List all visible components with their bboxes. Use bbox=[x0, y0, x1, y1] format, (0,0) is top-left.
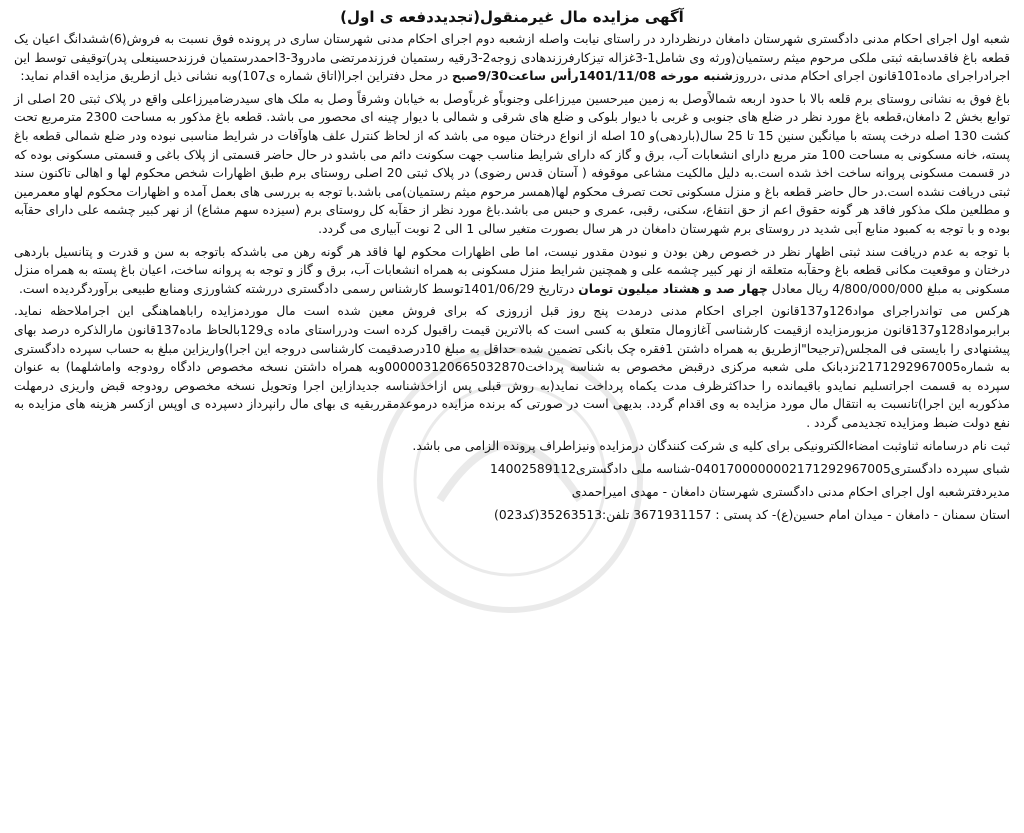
valuation-text: با توجه به عدم دریافت سند ثبتی اظهار نظر در خصوص رهن بودن و نبودن مقدور نیست، اما طی اظهارات محکوم لها فاقد هر گونه رهن می باشدکه باتوجه به سن و قدرت و پتانسیل باردهی درختان و موقعیت مکانی قطعه باغ وحقآبه متعلقه از نهر کبیر چشمه علی و همچنین شرایط منزل مسکونی به همراه انشعابات آب، برق و گاز و توجه به پروانه ساخت، اعیان باغ پسته به همراه منزل مسکونی به مبلغ 4/800/000/000 ریال معادل bbox=[14, 244, 1010, 296]
intro-text: شعبه اول اجرای احکام مدنی دادگستری شهرستان دامغان درنظردارد در راستای نیابت واصله ازشعبه دوم اجرای احکام مدنی شهرستان ساری در پرونده فوق نسبت به فروش(6)ششدانگ اعیان یک قطعه باغ فاقدسابقه ثبتی ملکی مرحوم میثم رستمیان(ورثه وی شامل1-3غزاله تیزکارفرزندهادی زوجه2-3رقیه رستمیان فرزندمرتضی مادرو3-3احمدرستمیان فرزندحسینعلی پدر)توقیفی توسط این اجرادراجرای ماده101قانون اجرای احکام مدنی ،درروز bbox=[14, 32, 1010, 84]
registration-note: ثبت نام درسامانه ثناوثبت امضاءالکترونیکی برای کلیه ی شرکت کنندگان درمزایده ونیزاطراف پرونده الزامی می باشد. bbox=[412, 439, 1010, 454]
intro-location-text: در محل دفتراین اجرا(اتاق شماره ی107)وبه نشانی ذیل ازطریق مزایده اقدام نماید: bbox=[20, 69, 452, 84]
auction-datetime: شنبه مورخه 1401/11/08رأس ساعت9/30صبح bbox=[451, 69, 733, 84]
valuation-date-text: درتاریخ 1401/06/29توسط کارشناس رسمی دادگستری دررشته کشاورزی ومنابع طبیعی برآوردگردیده است. bbox=[19, 281, 579, 296]
intro-paragraph bbox=[14, 30, 1010, 86]
valuation-paragraph bbox=[14, 243, 1010, 299]
conditions-paragraph: هرکس می تواندراجرای مواد126و137قانون اجرای احکام مدنی درمدت پنج روز قبل ازروزی که برای فروش معین شده است مال موردمزایده راباهماهنگی این اجراملاحظه نماید. برابرمواد128و137قانون مزبورمزایده ازقیمت کارشناسی آغازومال متعلق به کسی است که بالاترین قیمت راقبول کرده است ودرراستای ماده ی129بالحاظ ماده137قانون مارالذکره درصد بهای پیشنهادی را بایستی فی المجلس(ترجیحا"ازطریق به همراه داشتن 1فقره چک بانکی تضمین شده حداقل به مبلغ 10درصدقیمت کارشناسی دروجه این اجرا)واریزاین مبلغ به حساب سپرده دادگستری به شماره2171292967005نزدبانک ملی شعبه مرکزی درقبض مخصوص به شناسه پرداخت000003120665032870وبه همراه داشتن نسخه مخصوص دادگاه رودوجه واماشلهما) به عنوان سپرده به قسمت اجراتسلیم نمایدو باقیمانده را حداکثرظرف مدت یکماه پرداخت نماید(به روش قبلی پس ازاخذشناسه جدیدازاین اجرا وتحویل نسخه مخصوص رودوجه قبض واریزی درمهلت مذکوربه این اجرا)تانسبت به انتقال مال مورد مزایده به وی اقدام گردد. بدیهی است در صورتی که برنده مزایده درموعدمقرربقیه ی بهای مال رانپرداز دسپرده ی اوپس ازکسر هزینه های مزایده به نفع دولت ضبط ومزایده تجدیدمی گردد . bbox=[14, 304, 1010, 430]
valuation-amount-words: چهار صد و هشتاد میلیون تومان bbox=[578, 281, 768, 296]
notice-title: آگهی مزایده مال غیرمنقول(تجدیددفعه ی اول) bbox=[340, 8, 684, 26]
deposit-account-line: شبای سپرده دادگستری0401700000002171292967005-شناسه ملی دادگستری14002589112 bbox=[489, 462, 1010, 477]
office-address-line: استان سمنان - دامغان - میدان امام حسین(ع)- کد پستی : 3671931157 تلفن:35263513(کد023) bbox=[494, 508, 1010, 523]
property-description-paragraph: باغ فوق به نشانی روستای برم قلعه بالا با حدود اربعه شمالاًوصل به زمین میرحسین میرزاعلی وجنوباًو غرباًوصل به خیابان وشرقاً وصل به ملک های سیدرضامیرزاعلی واقع در پلاک ثبتی 20 اصلی از توابع بخش 2 دامغان،قطعه باغ مورد نظر در ضلع های جنوبی و غربی با دیوار بلوکی و ضلع های شرقی و شمالی با دیوار چینه ای محصور می باشد. قطعه باغ مذکور به مساحت 2300 مترمربع تحت کشت 130 اصله درخت پسته با میانگین سنین 15 تا 25 سال(باردهی)و 10 اصله از انواع درختان میوه می باشد که از لحاظ کنترل علف هاوآفات در شرایط مناسبی نبوده ودر ضلع شمالی قطعه باغ پسته، خانه مسکونی به مساحت 100 متر مربع دارای انشعابات آب، برق و گاز که دارای شرایط مناسب جهت سکونت دائم می باشدو در حال حاضر قسمتی از پلاک باغی و قسمتی مسکونی بوده که در قسمت مسکونی پروانه ساخت اخذ شده است.به دلیل مالکیت مشاعی موقوفه ( آستان قدس رضوی) در پلاک ثبتی 20 اصلی روستای برم طبق اظهارات شخص محکوم لها و اهالی تاکنون سند ثبتی دریافت نشده است.در حال حاضر قطعه باغ و منزل مسکونی تحت تصرف محکوم لها(همسر مرحوم میثم رستمیان)می باشد.با توجه به بررسی های بعمل آمده و اظهارات محکوم لهاو معمرمین و مطلعین ملک مذکور فاقد هر گونه حقوق اعم از حق انتفاع، سکنی، رقبی، عمری و حبس می باشد.باغ مورد نظر از حقآبه کل روستای برم (سیزده سهم مشاع) از نهر کبیر چشمه علی دارای حقآبه بوده و با توجه به کمبود منابع آبی شدید در روستای برم شهرستان دامغان در هر سال بصورت متغیر سالی 1 الی 2 نوبت آبیاری می گردد. bbox=[14, 91, 1011, 236]
office-manager-line: مدیردفترشعبه اول اجرای احکام مدنی دادگستری شهرستان دامغان - مهدی امیراحمدی bbox=[571, 485, 1010, 500]
